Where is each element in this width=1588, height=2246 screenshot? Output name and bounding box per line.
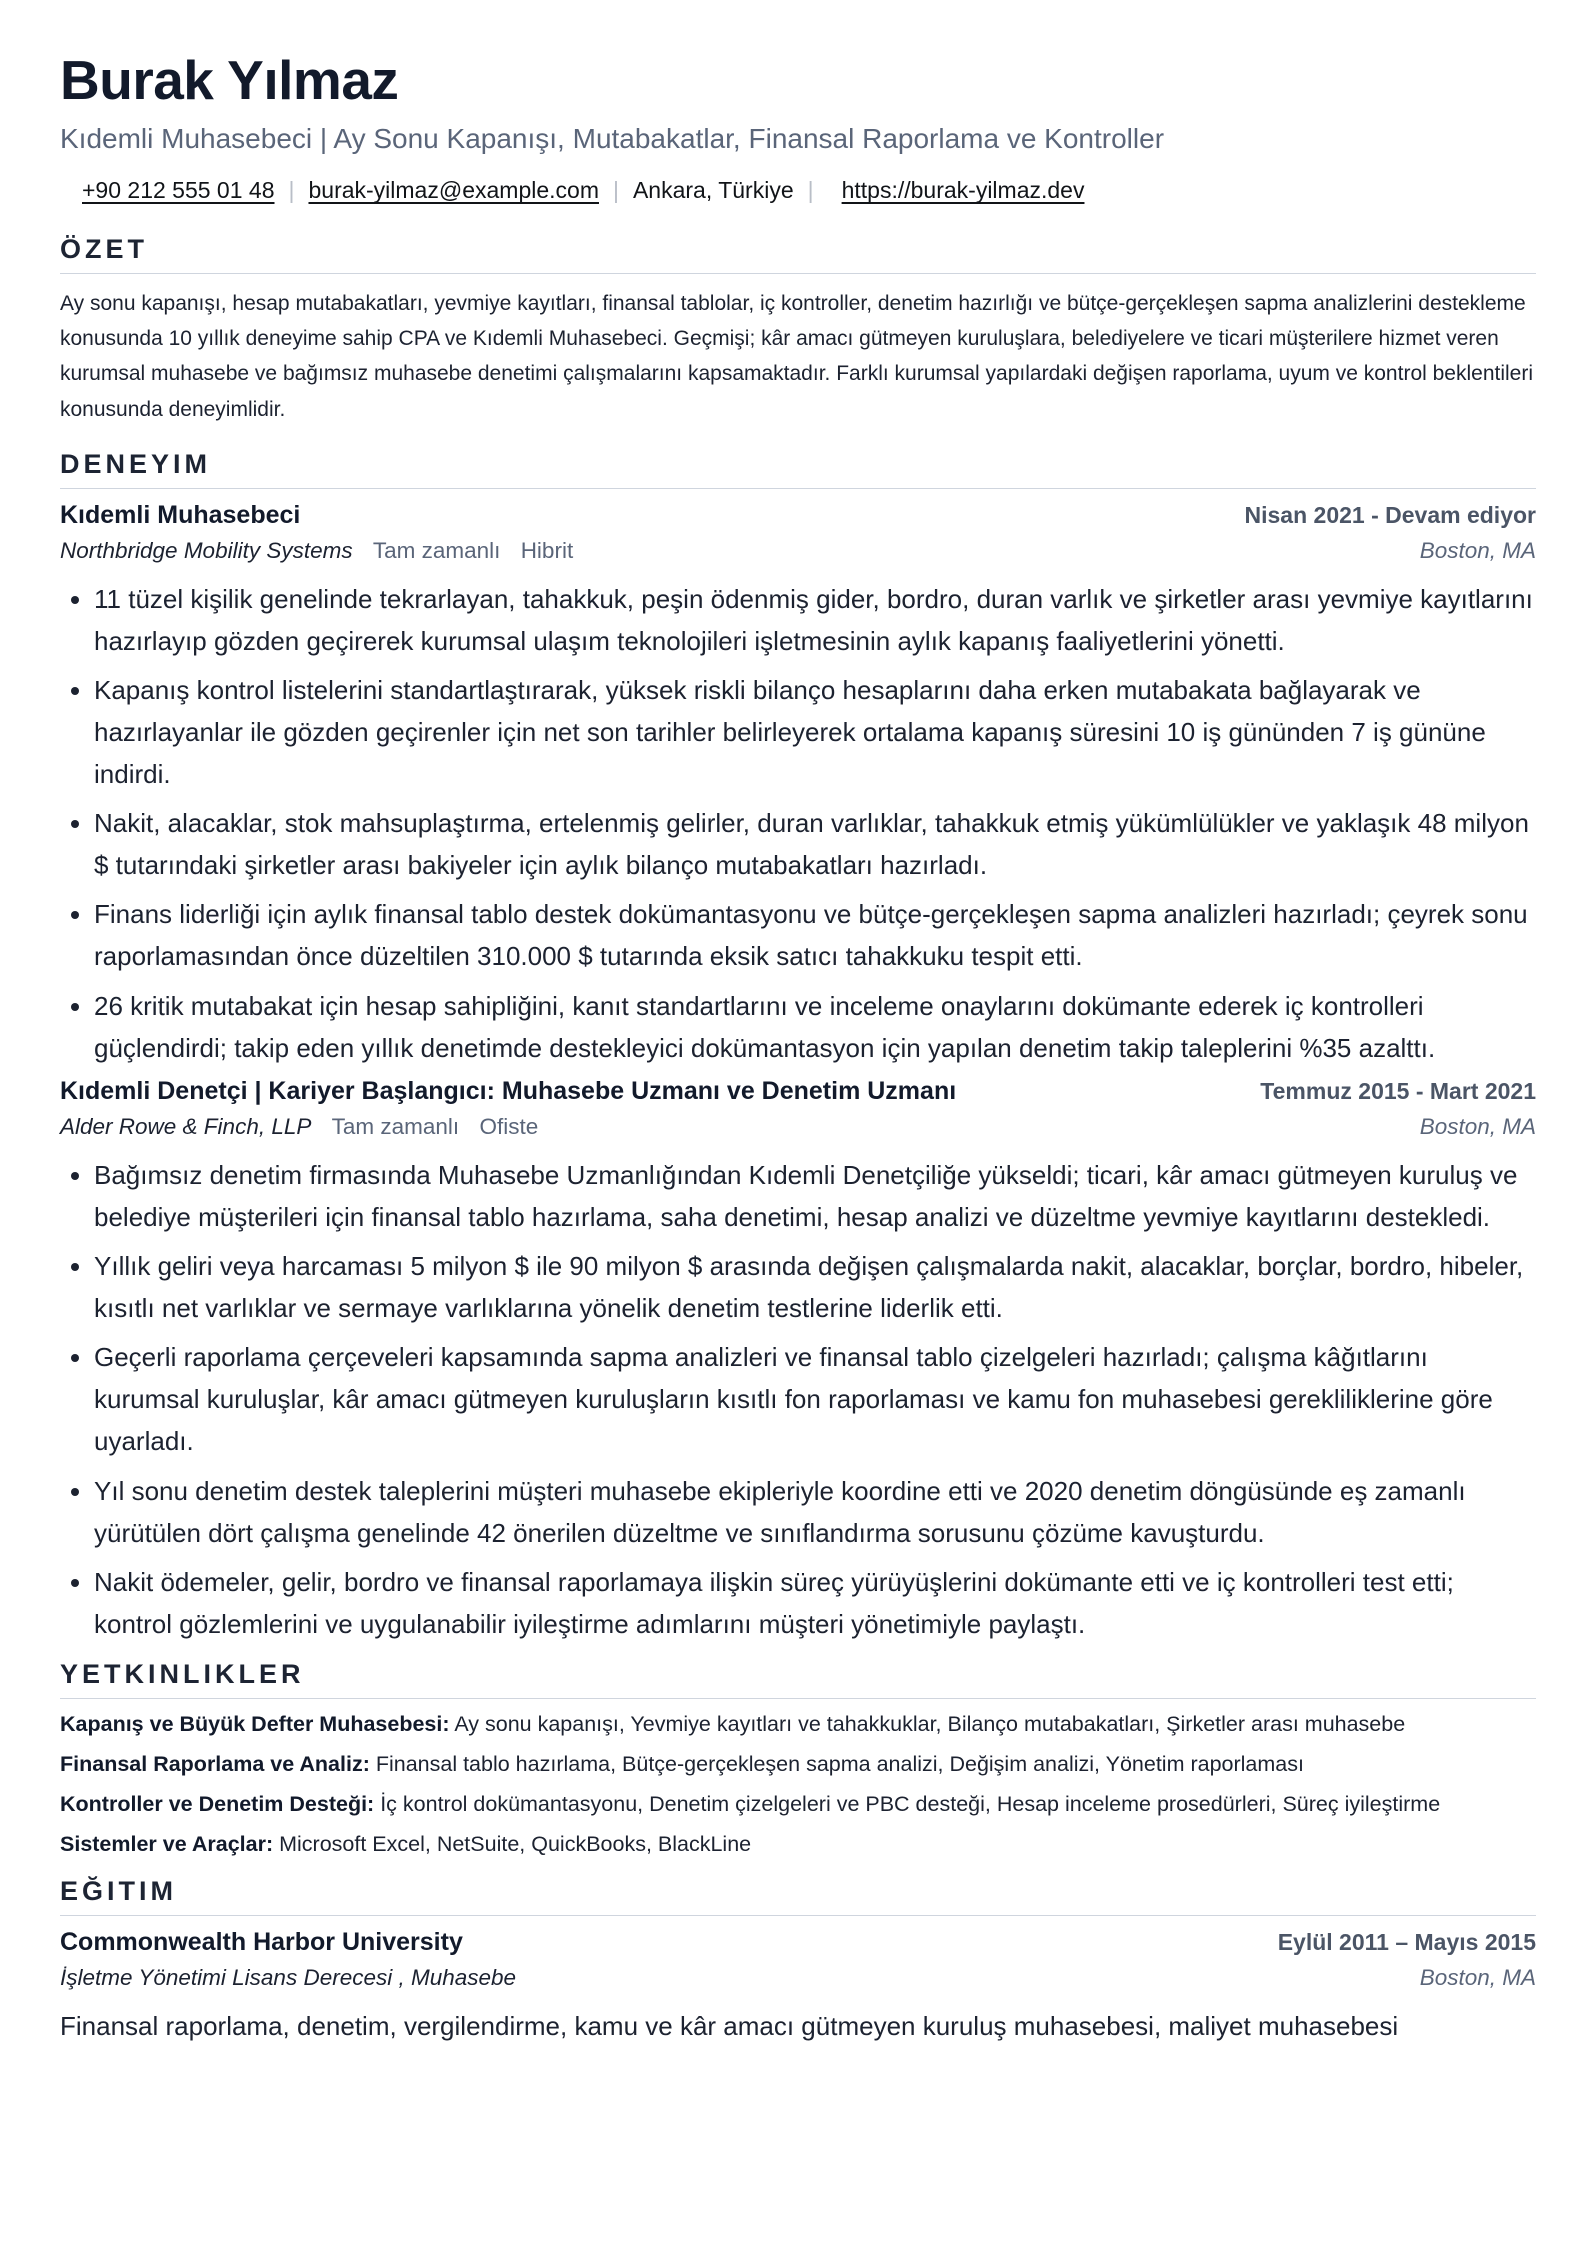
job-bullet: • 26 kritik mutabakat için hesap sahipliğini, kanıt standartlarını ve inceleme onaylarını dokümante ederek iç kontrolleri güçlendirdi; takip eden yıllık denetimde destekleyici dokümantasyon için yapılan denetim takip taleplerini %35 azalttı. [94,985,1536,1069]
experience-section-title: DENEYIM [60,449,1536,489]
contact-separator: | [807,177,814,204]
employment-type: Tam zamanlı [372,537,501,563]
job-entry [60,1077,1536,1645]
contact-separator: | [288,177,295,204]
website-link[interactable]: https://burak-yilmaz.dev [841,177,1085,204]
skills-list [60,1711,1536,1858]
skill-label: Finansal Raporlama ve Analiz: [60,1751,370,1776]
skill-value: Microsoft Excel, NetSuite, QuickBooks, BlackLine [279,1831,752,1856]
skill-row [60,1711,1536,1738]
degree-name: İşletme Yönetimi Lisans Derecesi , Muhasebe [60,1964,517,1990]
job-bullet-list [60,1154,1536,1645]
job-dates: Temmuz 2015 - Mart 2021 [1260,1077,1536,1104]
job-bullet: • Yıl sonu denetim destek taleplerini müşteri muhasebe ekipleriyle koordine etti ve 2020 denetim döngüsünde eş zamanlı yürütülen dört çalışma genelinde 42 önerilen düzeltme ve sınıflandırma sorusunu çözüme kavuşturdu. [94,1470,1536,1554]
summary-section-title: ÖZET [60,234,1536,274]
skill-row [60,1751,1536,1778]
skill-value: İç kontrol dokümantasyonu, Denetim çizelgeleri ve PBC desteği, Hesap inceleme prosedürleri, Süreç iyileştirme [380,1791,1441,1816]
job-bullet-list [60,578,1536,1069]
candidate-name: Burak Yılmaz [60,49,399,111]
job-bullet: • 11 tüzel kişilik genelinde tekrarlayan, tahakkuk, peşin ödenmiş gider, bordro, duran varlık ve şirketler arası yevmiye kayıtlarını hazırlayıp gözden geçirerek kurumsal ulaşım teknolojileri işletmesinin aylık kapanış faaliyetlerini yönetti. [94,578,1536,662]
contact-bar [60,177,1536,204]
education-location: Boston, MA [1419,1964,1536,1990]
skills-section-title: YETKINLIKLER [60,1659,1536,1699]
job-location: Boston, MA [1419,1113,1536,1139]
education-dates: Eylül 2011 – Mayıs 2015 [1277,1928,1536,1955]
job-bullet: • Bağımsız denetim firmasında Muhasebe Uzmanlığından Kıdemli Denetçiliğe yükseldi; ticari, kâr amacı gütmeyen kuruluş ve belediye müşterileri için finansal tablo hazırlama, saha denetimi, hesap analizi ve düzeltme yevmiye kayıtlarını destekledi. [94,1154,1536,1238]
skill-label: Sistemler ve Araçlar: [60,1831,274,1856]
job-bullet: • Geçerli raporlama çerçeveleri kapsamında sapma analizleri ve finansal tablo çizelgeleri hazırladı; çalışma kâğıtlarını kurumsal kuruluşlar, kâr amacı gütmeyen kuruluşların kısıtlı fon raporlaması ve kamu fon muhasebesi gerekliliklerine göre uyarladı. [94,1336,1536,1462]
contact-separator: | [612,177,619,204]
work-mode: Ofiste [479,1113,539,1139]
job-bullet: • Nakit ödemeler, gelir, bordro ve finansal raporlamaya ilişkin süreç yürüyüşlerini dokümante etti ve iç kontrolleri test etti; kontrol gözlemlerini ve uygulanabilir iyileştirme adımlarını müşteri yönetimiyle paylaştı. [94,1561,1536,1645]
job-entry [60,501,1536,1069]
phone-link[interactable]: +90 212 555 01 48 [82,177,275,204]
school-name: Commonwealth Harbor University [60,1927,463,1956]
company-name: Northbridge Mobility Systems [60,537,353,563]
job-bullet: • Finans liderliği için aylık finansal tablo destek dokümantasyonu ve bütçe-gerçekleşen sapma analizleri hazırladı; çeyrek sonu raporlamasından önce düzeltilen 310.000 $ tutarında eksik satıcı tahakkuku tespit etti. [94,893,1536,977]
skill-label: Kontroller ve Denetim Desteği: [60,1791,375,1816]
summary-text: Ay sonu kapanışı, hesap mutabakatları, yevmiye kayıtları, finansal tablolar, iç kontroller, denetim hazırlığı ve bütçe-gerçekleşen sapma analizlerini destekleme konusunda 10 yıllık deneyime sahip CPA ve Kıdemli Muhasebeci. Geçmişi; kâr amacı gütmeyen kuruluşlara, belediyelere ve ticari müşterilere hizmet veren kurumsal muhasebe ve bağımsız muhasebe denetimi çalışmalarını kapsamaktadır. Farklı kurumsal yapılardaki değişen raporlama, uyum ve kontrol beklentileri konusunda deneyimlidir. [60,292,1534,421]
skill-row [60,1831,1536,1858]
job-bullet: • Nakit, alacaklar, stok mahsuplaştırma, ertelenmiş gelirler, duran varlıklar, tahakkuk etmiş yükümlülükler ve yaklaşık 48 milyon $ tutarındaki şirketler arası bakiyeler için aylık bilanço mutabakatları hazırladı. [94,802,1536,886]
education-section-title: EĞITIM [60,1876,1536,1916]
location-text: Ankara, Türkiye [632,177,794,204]
job-title: Kıdemli Denetçi | Kariyer Başlangıcı: Muhasebe Uzmanı ve Denetim Uzmanı [60,1076,957,1105]
job-location: Boston, MA [1419,537,1536,563]
job-dates: Nisan 2021 - Devam ediyor [1244,501,1536,528]
skill-value: Ay sonu kapanışı, Yevmiye kayıtları ve tahakkuklar, Bilanço mutabakatları, Şirketler arası muhasebe [454,1712,1406,1736]
job-bullet: • Kapanış kontrol listelerini standartlaştırarak, yüksek riskli bilanço hesaplarını daha erken mutabakata bağlayarak ve hazırlayanlar ile gözden geçirenler için net son tarihler belirleyerek ortalama kapanış süresini 10 iş gününden 7 iş gününe indirdi. [94,669,1536,795]
education-entry [60,1928,1536,2046]
headline: Kıdemli Muhasebeci | Ay Sonu Kapanışı, Mutabakatlar, Finansal Raporlama ve Kontroller [60,122,1165,154]
job-bullet: • Yıllık geliri veya harcaması 5 milyon $ ile 90 milyon $ arasında değişen çalışmalarda nakit, alacaklar, borçlar, bordro, hibeler, kısıtlı net varlıklar ve sermaye varlıklarına yönelik denetim testlerine liderlik etti. [94,1245,1536,1329]
skill-label: Kapanış ve Büyük Defter Muhasebesi: [60,1712,450,1736]
work-mode: Hibrit [520,537,574,563]
job-title: Kıdemli Muhasebeci [60,500,301,529]
employment-type: Tam zamanlı [331,1113,460,1139]
education-description: Finansal raporlama, denetim, vergilendirme, kamu ve kâr amacı gütmeyen kuruluş muhasebesi, maliyet muhasebesi [60,2010,1399,2041]
skill-row [60,1791,1536,1818]
skill-value: Finansal tablo hazırlama, Bütçe-gerçekleşen sapma analizi, Değişim analizi, Yönetim raporlaması [375,1751,1304,1776]
company-name: Alder Rowe & Finch, LLP [60,1113,312,1139]
email-link[interactable]: burak-yilmaz@example.com [308,177,599,204]
